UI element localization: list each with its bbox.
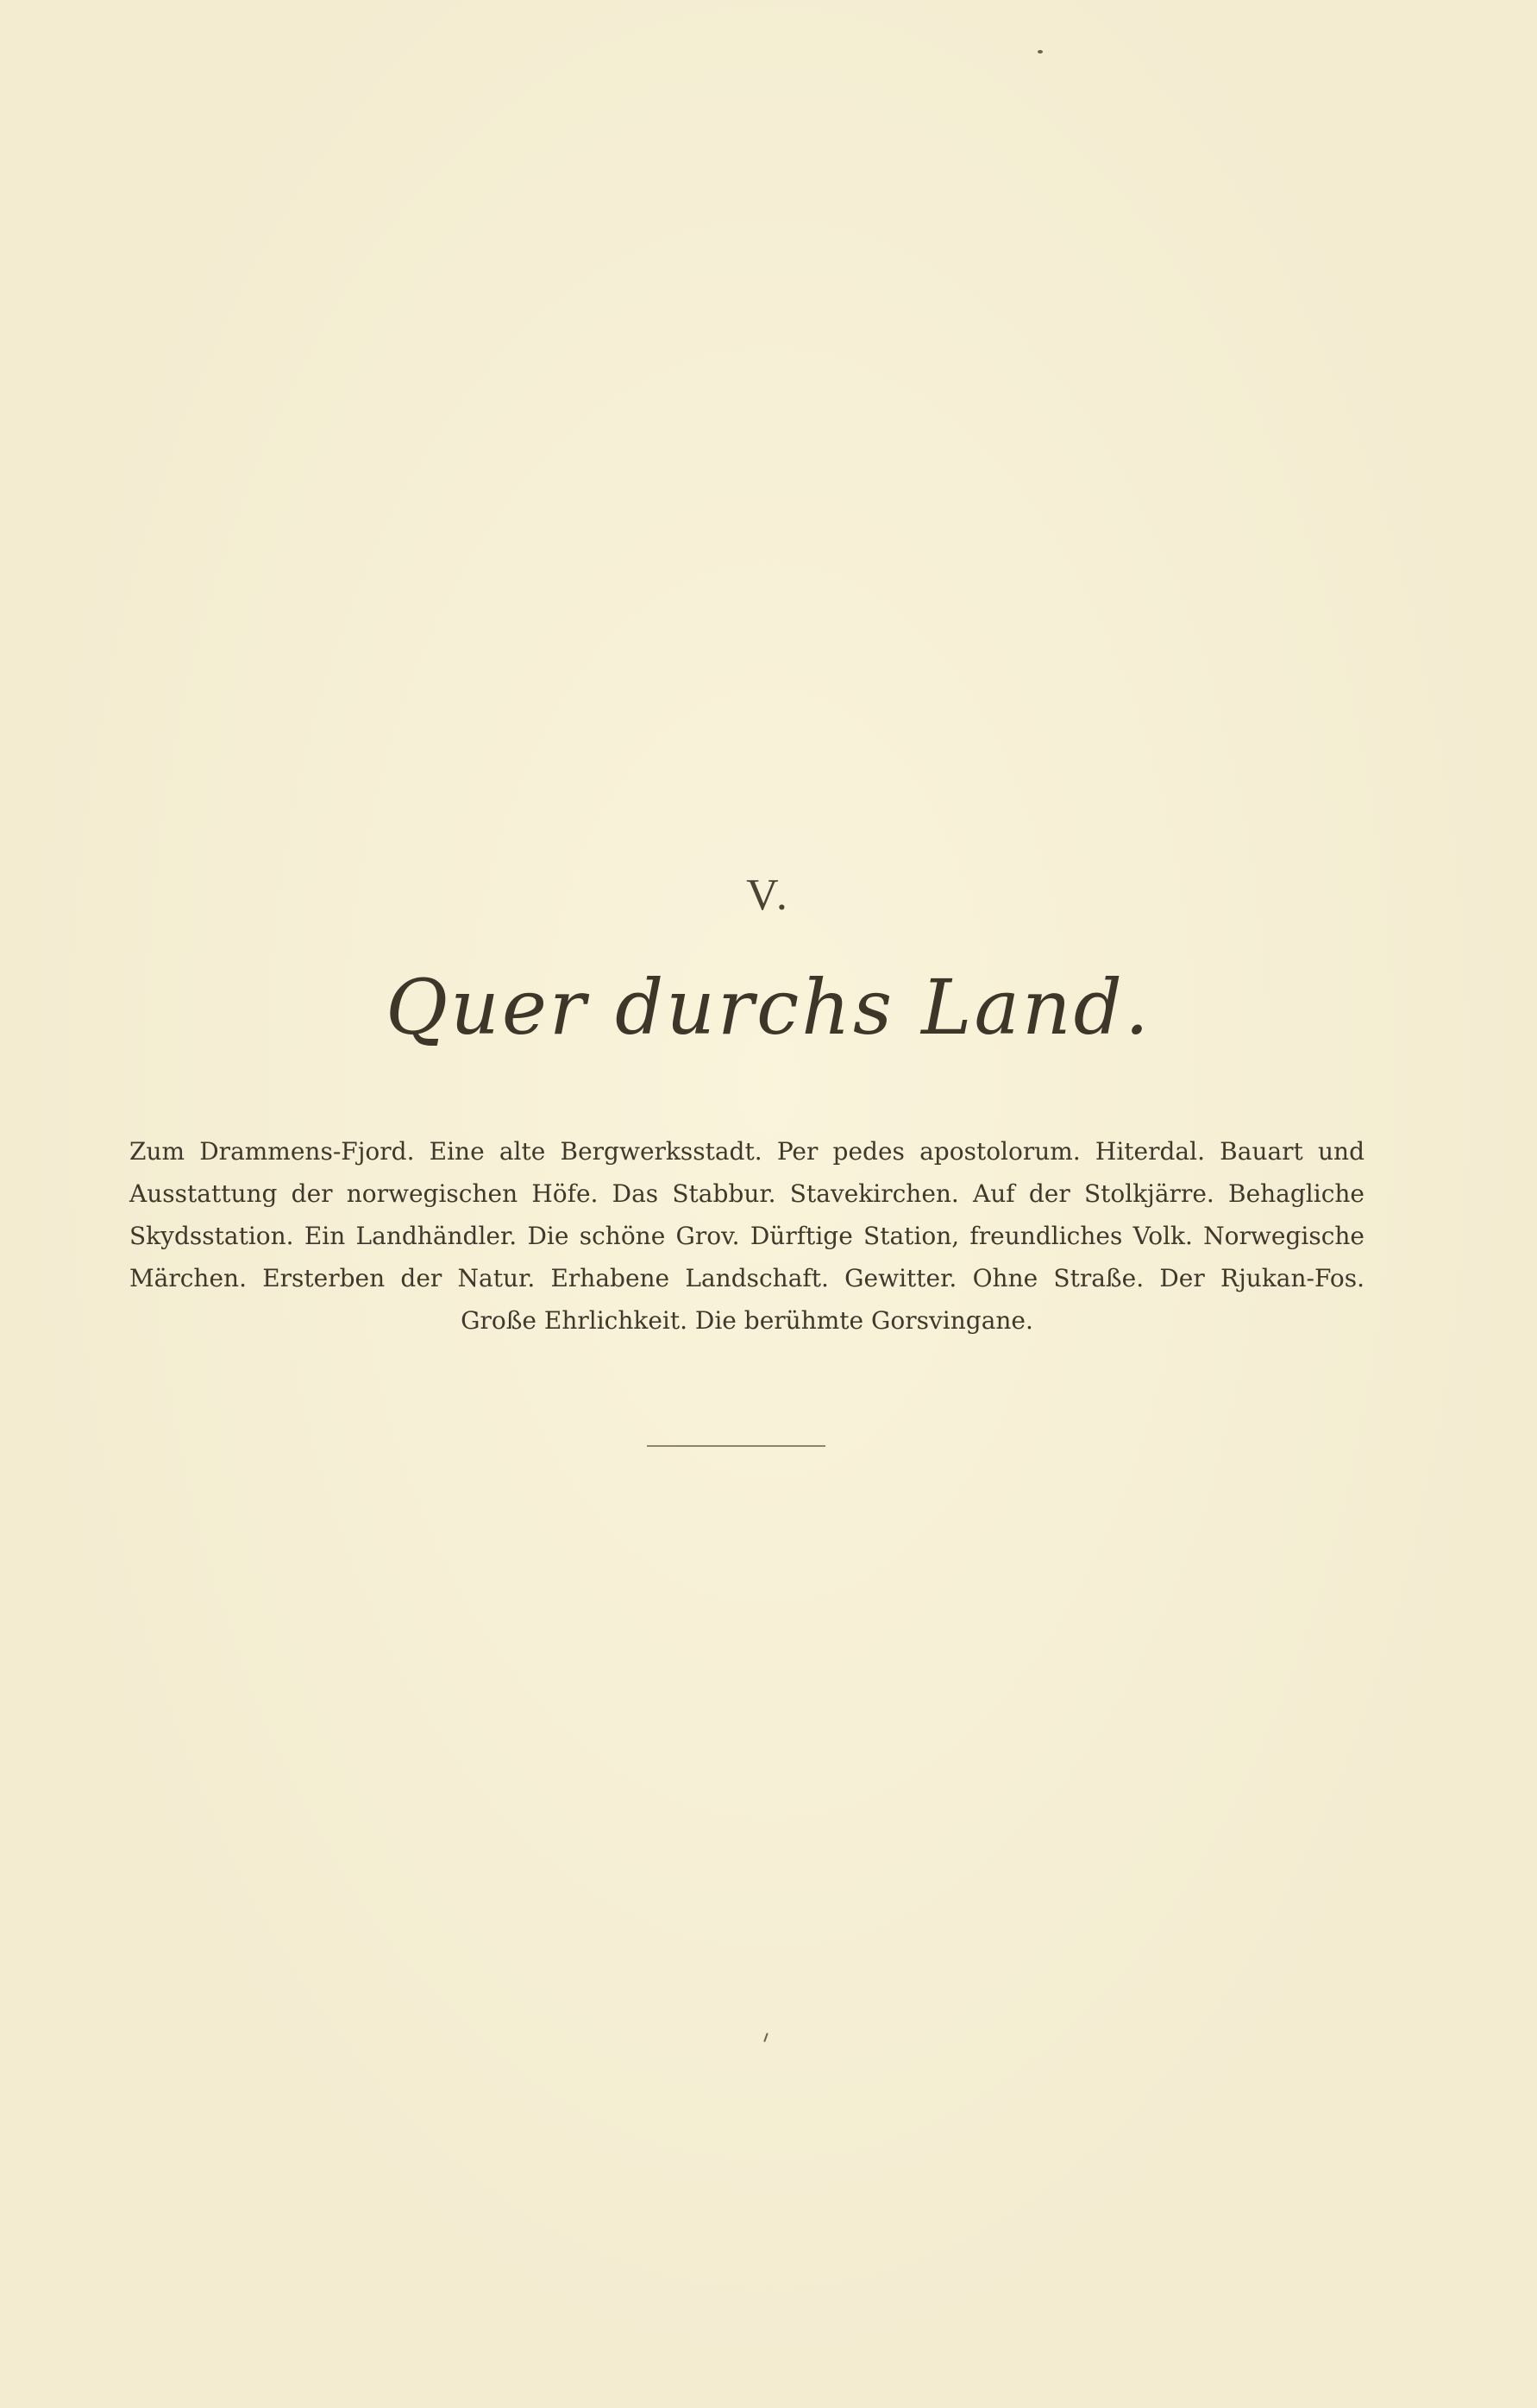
divider-line (647, 1445, 825, 1447)
chapter-summary: Zum Drammens-Fjord. Eine alte Bergwerksstadt. Per pedes apostolorum. Hiterdal. Bauart und Ausstattung der norwegischen Höfe. Das Stabbur. Stavekirchen. Auf der Stolkjärre. Behagliche Skydsstation. Ein Landhändler. Die schöne Grov. Dürftige Station, freundliches Volk. Norwegische Märchen. Ersterben der Natur. Erhabene Landschaft. Gewitter. Ohne Straße. Der Rjukan-Fos. Große Ehrlichkeit. Die berühmte Gorsvingane. (129, 1137, 1364, 1335)
paper-speck (763, 2033, 768, 2042)
chapter-title: Quer durchs Land. (386, 963, 1151, 1052)
chapter-number: V. (746, 871, 791, 920)
paper-speck (1038, 50, 1043, 53)
